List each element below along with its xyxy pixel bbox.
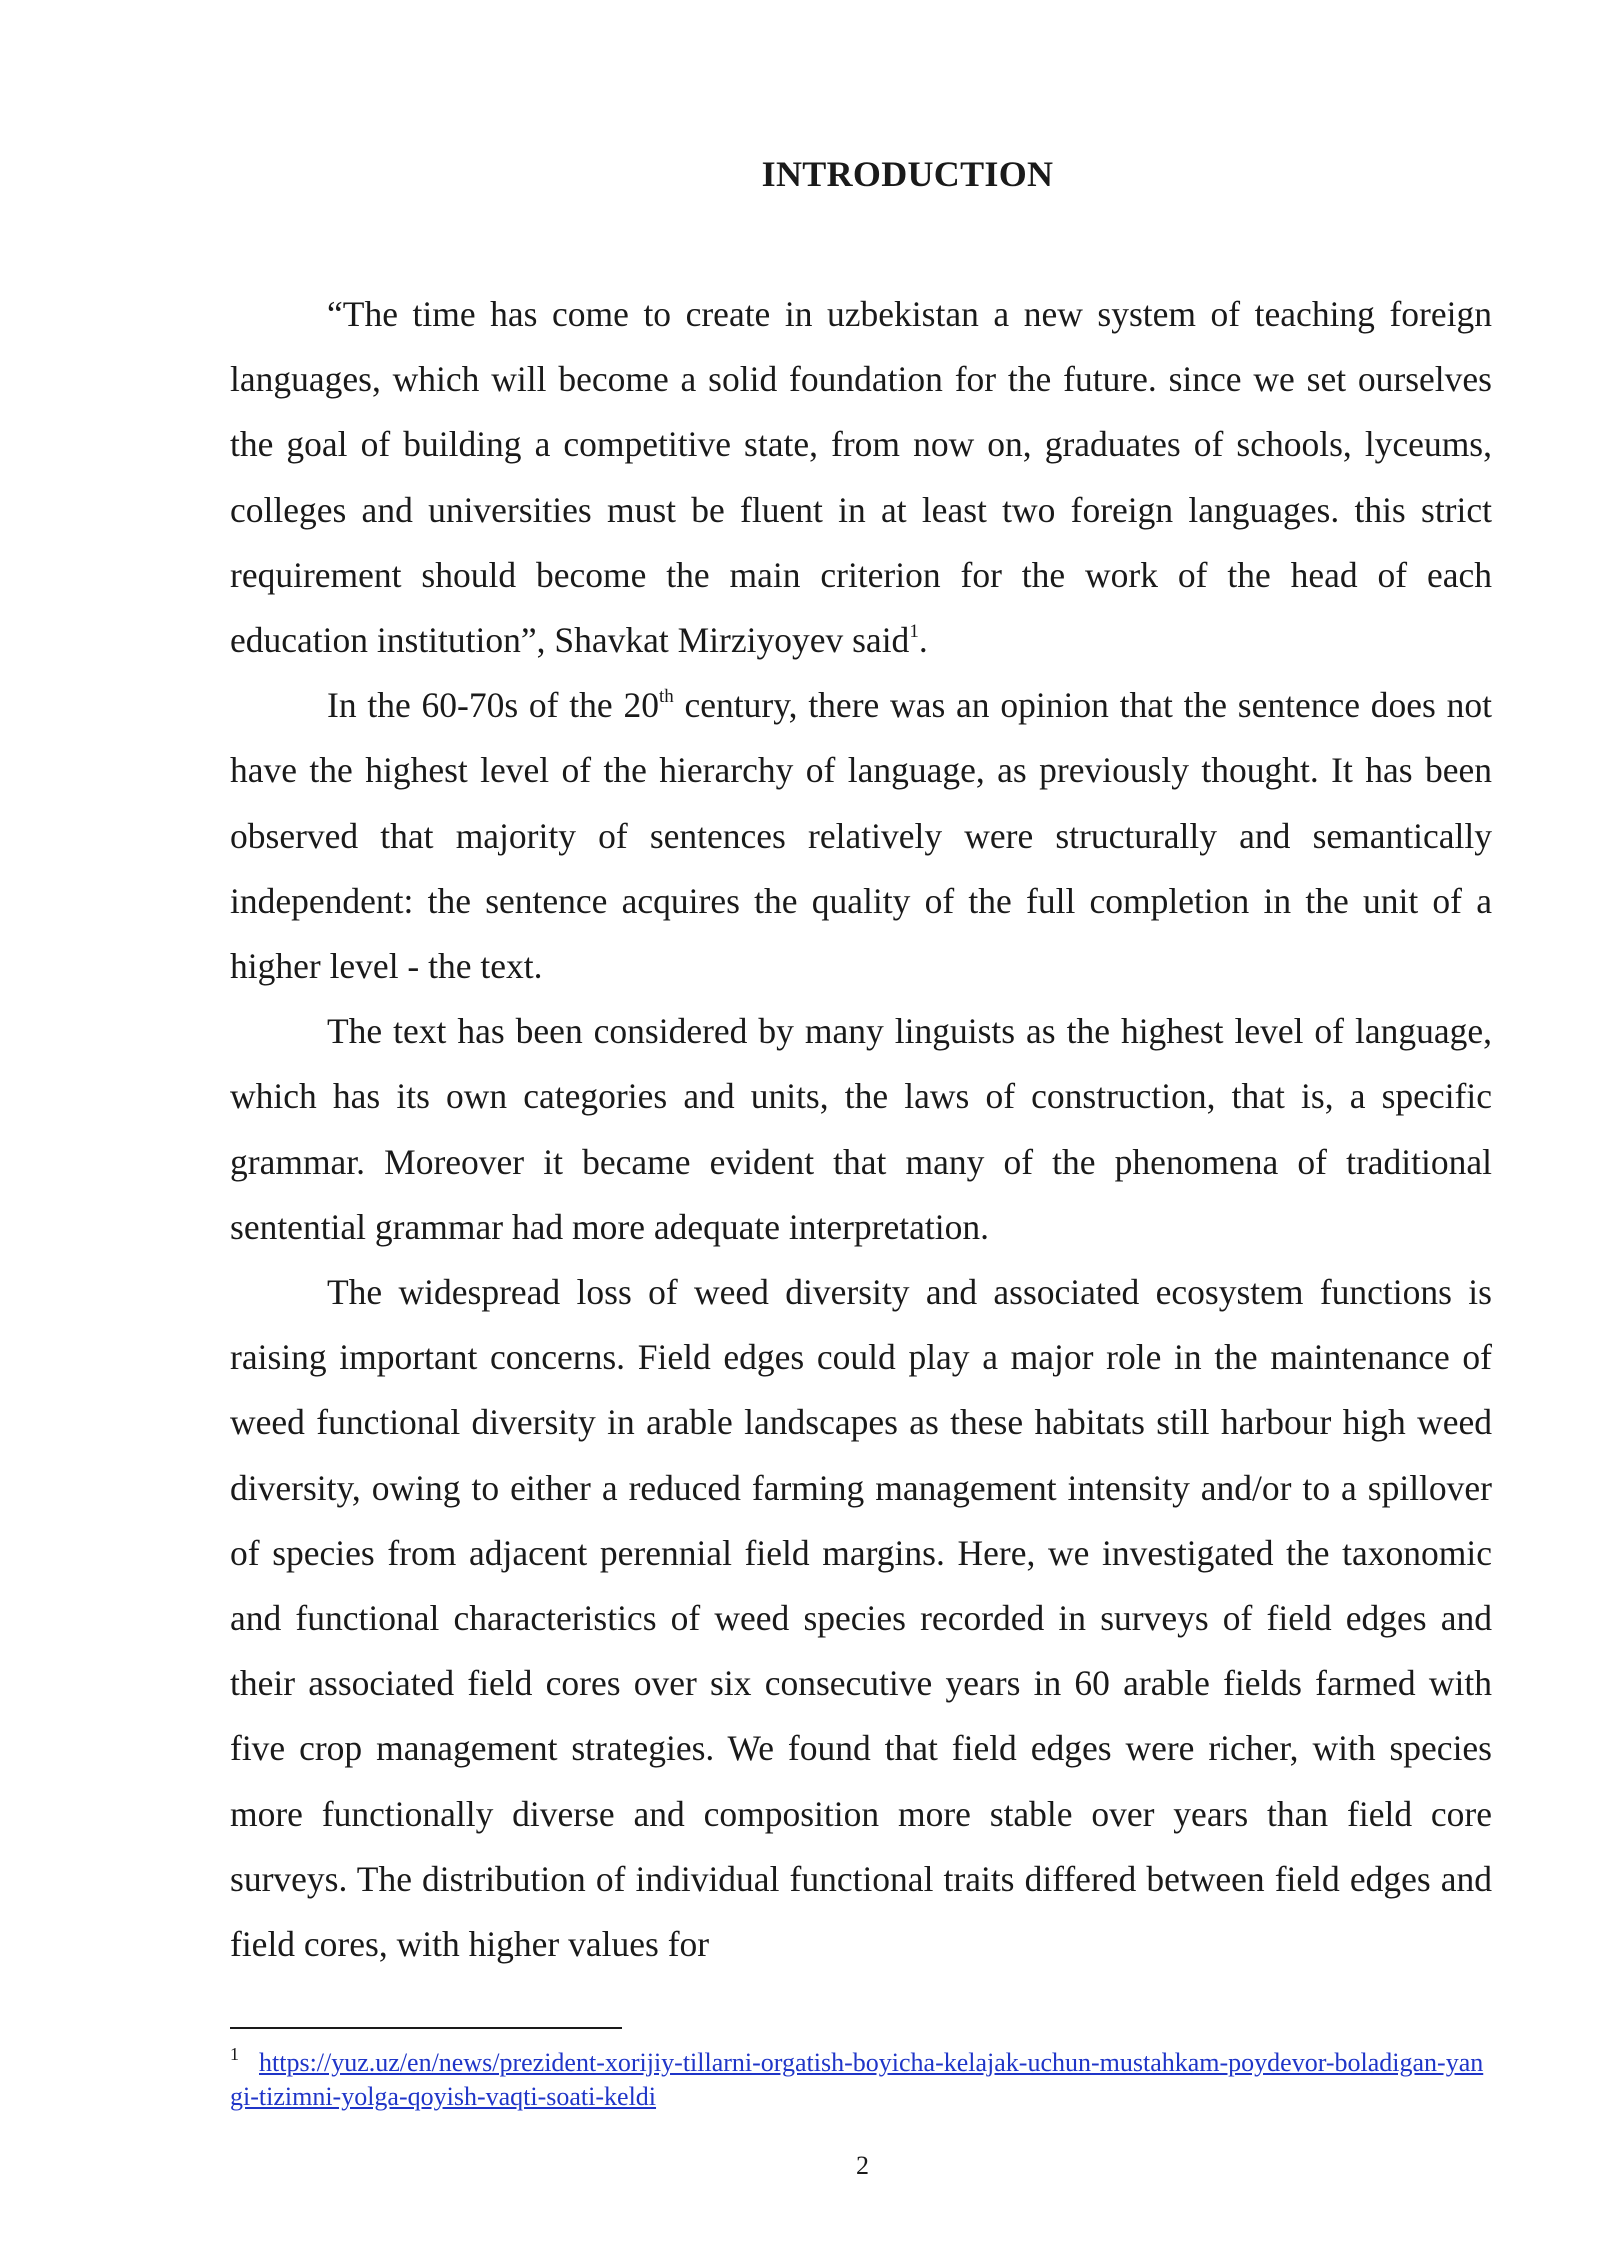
footnote-link[interactable]: https://yuz.uz/en/news/prezident-xorijiy-tillarni-orgatish-boyicha-kelajak-uchun-mustahkam-poydevor-boladigan-yangi-tizimni-yolga-qoyish-vaqti-soati-keldi: [230, 2048, 1484, 2111]
body-text: [230, 282, 1492, 1977]
paragraph-quote: [230, 282, 1492, 673]
paragraph-quote-end: .: [918, 620, 928, 661]
paragraph-text-level: The text has been considered by many linguists as the highest level of language, which has its own categories and units, the laws of construction, that is, a specific grammar. Moreover it became evident that many of the phenomena of traditional sentential grammar had more adequate interpretation.: [230, 1011, 1492, 1247]
paragraph-sentence-hierarchy: [230, 673, 1492, 999]
footnote: [230, 2046, 1492, 2114]
page-number: 2: [856, 2151, 869, 2180]
footnote-number: 1: [230, 2044, 239, 2064]
footnote-reference[interactable]: 1: [909, 621, 919, 643]
page-title: INTRODUCTION: [761, 154, 1054, 194]
paragraph-weed-diversity: The widespread loss of weed diversity and associated ecosystem functions is raising important concerns. Field edges could play a major role in the maintenance of weed functional diversity in arable landscapes as these habitats still harbour high weed diversity, owing to either a reduced farming management intensity and/or to a spillover of species from adjacent perennial field margins. Here, we investigated the taxonomic and functional characteristics of weed species recorded in surveys of field edges and their associated field cores over six consecutive years in 60 arable fields farmed with five crop management strategies. We found that field edges were richer, with species more functionally diverse and composition more stable over years than field core surveys. The distribution of individual functional traits differed between field edges and field cores, with higher values for: [230, 1272, 1492, 1965]
paragraph-quote-text: “The time has come to create in uzbekistan a new system of teaching foreign languages, which will become a solid foundation for the future. since we set ourselves the goal of building a competitive state, from now on, graduates of schools, lyceums, colleges and universities must be fluent in at least two foreign languages. this strict requirement should become the main criterion for the work of the head of each education institution”, Shavkat Mirziyoyev said: [230, 294, 1492, 661]
ordinal-superscript: th: [658, 686, 674, 708]
footnote-separator: [230, 2027, 622, 2029]
paragraph-sentence-hierarchy-start: In the 60-70s of the 20: [327, 685, 659, 726]
paragraph-sentence-hierarchy-rest: century, there was an opinion that the sentence does not have the highest level of the hierarchy of language, as previously thought. It has been observed that majority of sentences relatively were structurally and semantically independent: the sentence acquires the quality of the full completion in the unit of a higher level - the text.: [230, 685, 1492, 987]
